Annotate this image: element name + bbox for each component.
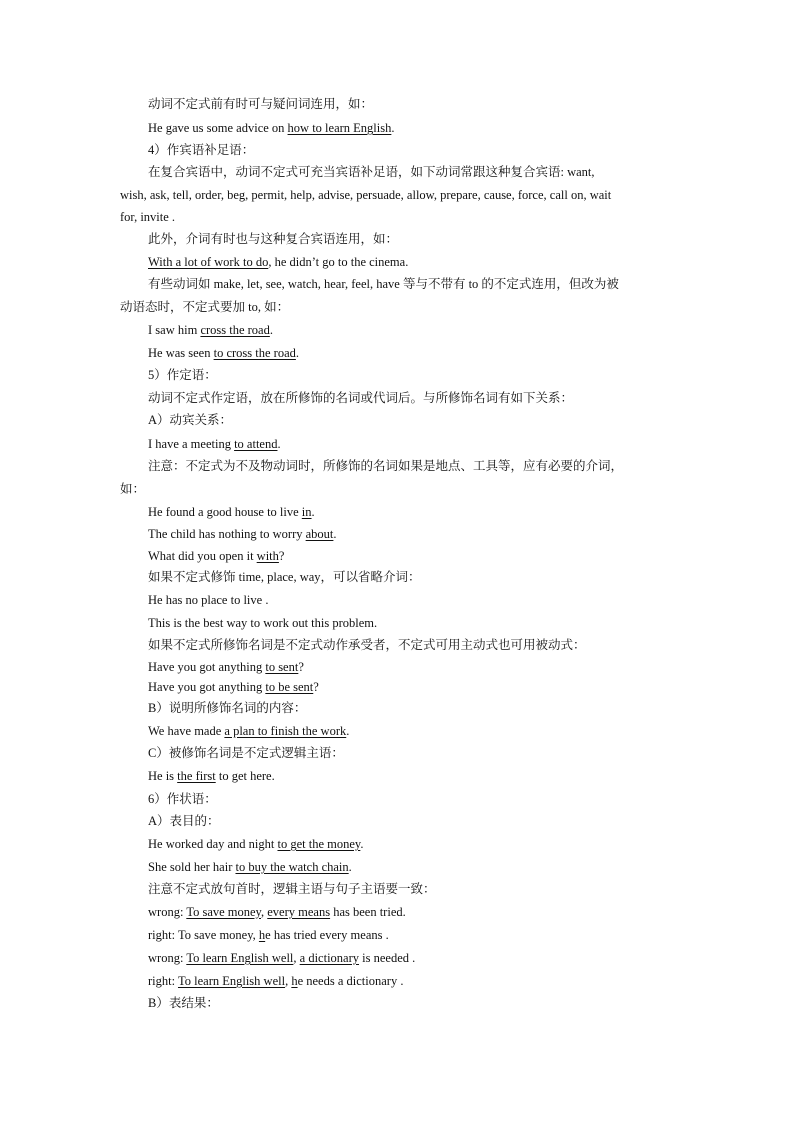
text-line: 注意不定式放句首时，逻辑主语与句子主语要一致： bbox=[148, 882, 436, 896]
text-line: Have you got anything to sent? bbox=[148, 660, 304, 674]
text-line: right: To learn English well, he needs a dictionary . bbox=[148, 974, 404, 988]
text-line: 如果不定式修饰 time, place, way，可以省略介词： bbox=[148, 570, 421, 584]
text-line: He was seen to cross the road. bbox=[148, 346, 300, 360]
text-line: right: To save money, he has tried every means . bbox=[148, 928, 389, 942]
text-line: With a lot of work to do, he didn’t go to the cinema. bbox=[148, 255, 409, 269]
text-line: The child has nothing to worry about. bbox=[148, 527, 337, 541]
text-line: She sold her hair to buy the watch chain. bbox=[148, 860, 352, 874]
text-line: 注意：不定式为不及物动词时，所修饰的名词如果是地点、工具等，应有必要的介词， bbox=[148, 459, 624, 473]
text-line: wrong: To save money, every means has been tried. bbox=[148, 905, 406, 919]
text-line: What did you open it with? bbox=[148, 549, 285, 563]
text-line: 如： bbox=[120, 482, 146, 496]
subsection-heading: B）表结果： bbox=[148, 996, 219, 1010]
text-line: He gave us some advice on how to learn English. bbox=[148, 121, 395, 135]
text-line: This is the best way to work out this problem. bbox=[148, 616, 378, 630]
text-line: 此外，介词有时也与这种复合宾语连用，如： bbox=[148, 232, 399, 246]
text-line: 有些动词如 make, let, see, watch, hear, feel, have 等与不带有 to 的不定式连用，但改为被 bbox=[148, 277, 619, 291]
subsection-heading: C）被修饰名词是不定式逻辑主语： bbox=[148, 746, 344, 760]
text-line: He has no place to live . bbox=[148, 593, 269, 607]
text-line: 动词不定式作定语，放在所修饰的名词或代词后。与所修饰名词有如下关系： bbox=[148, 391, 574, 405]
text-line: We have made a plan to finish the work. bbox=[148, 724, 350, 738]
text-line: 在复合宾语中，动词不定式可充当宾语补足语，如下动词常跟这种复合宾语: want, bbox=[148, 165, 595, 179]
text-line: for, invite . bbox=[120, 210, 176, 224]
subsection-heading: B）说明所修饰名词的内容： bbox=[148, 701, 307, 715]
section-heading: 5）作定语： bbox=[148, 368, 217, 382]
text-line: He is the first to get here. bbox=[148, 769, 275, 783]
subsection-heading: A）表目的： bbox=[148, 814, 220, 828]
text-line: He worked day and night to get the money. bbox=[148, 837, 364, 851]
subsection-heading: A）动宾关系： bbox=[148, 413, 233, 427]
section-heading: 4）作宾语补足语： bbox=[148, 143, 255, 157]
text-line: wrong: To learn English well, a dictionary is needed . bbox=[148, 951, 416, 965]
section-heading: 6）作状语： bbox=[148, 792, 217, 806]
text-line: 如果不定式所修饰名词是不定式动作承受者，不定式可用主动式也可用被动式： bbox=[148, 638, 586, 652]
text-line: I saw him cross the road. bbox=[148, 323, 273, 337]
text-line: Have you got anything to be sent? bbox=[148, 680, 319, 694]
text-line: wish, ask, tell, order, beg, permit, help, advise, persuade, allow, prepare, cause, force, call on, wait bbox=[120, 188, 612, 202]
text-line: He found a good house to live in. bbox=[148, 505, 315, 519]
text-line: 动语态时，不定式要加 to, 如： bbox=[120, 300, 290, 314]
text-line: I have a meeting to attend. bbox=[148, 437, 281, 451]
text-line: 动词不定式前有时可与疑问词连用，如： bbox=[148, 97, 374, 111]
